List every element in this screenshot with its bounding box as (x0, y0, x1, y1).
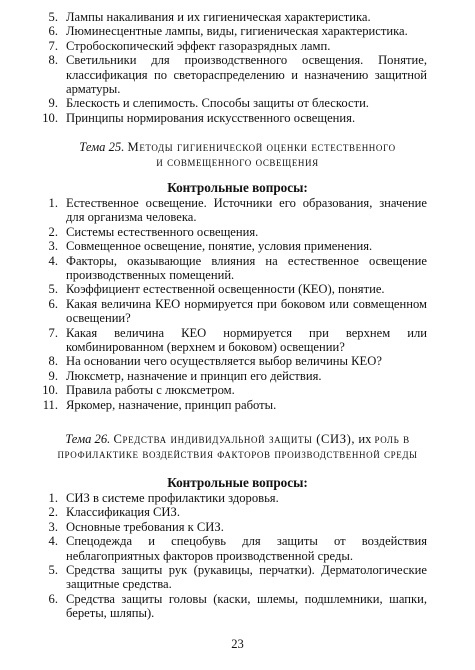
list-item: 5. Средства защиты рук (рукавицы, перчатки). Дерматологические защитные средства. (48, 563, 427, 592)
questions-list-topic-25 (0, 196, 475, 412)
list-item: 7. Какая величина КЕО нормируется при верхнем или комбинированном (верхнем и боковом) освещении? (48, 325, 427, 355)
list-item: 3. Совмещенное освещение, понятие, условия применения. (48, 239, 373, 254)
topic-26-title-line1b: их (358, 432, 372, 446)
list-item: 8. На основании чего осуществляется выбор величины КЕО? (48, 354, 382, 369)
topic-26-label: Тема 26. (65, 432, 111, 446)
topic-25-label: Тема 25. (79, 140, 125, 154)
list-item: 3. Основные требования к СИЗ. (48, 519, 224, 534)
list-item: 2. Системы естественного освещения. (48, 224, 259, 239)
list-item: 1. СИЗ в системе профилактики здоровья. (48, 491, 279, 505)
questions-list-topic-24-continued (0, 10, 475, 125)
topic-25-title-line1: Методы гигиенической оценки естественного (127, 140, 396, 154)
topic-25-title-line2: и совмещенного освещения (156, 155, 319, 169)
list-item: 6. Средства защиты головы (каски, шлемы, подшлемники, шапки, береты, шляпы). (48, 591, 427, 621)
list-item: 6. Какая величина КЕО нормируется при боковом или совмещенном освещении? (48, 296, 427, 326)
list-item: 11. Яркомер, назначение, принцип работы. (42, 397, 277, 412)
list-item: 7. Стробоскопический эффект газоразрядных ламп. (48, 38, 331, 53)
list-item: 9. Люксметр, назначение и принцип его действия. (48, 368, 322, 383)
page-number: 23 (231, 637, 244, 651)
topic-26-title (0, 432, 475, 462)
topic-25-title (0, 140, 475, 170)
list-item: 2. Классификация СИЗ. (48, 505, 180, 520)
list-item: 5. Коэффициент естественной освещенности (КЕО), понятие. (48, 282, 385, 297)
list-item: 5. Лампы накаливания и их гигиеническая характеристика. (48, 10, 371, 24)
list-item: 4. Спецодежда и спецобувь для защиты от воздействия неблагоприятных факторов производственной среды. (48, 534, 427, 563)
section-heading-topic-26: Контрольные вопросы: (167, 475, 308, 490)
topic-26-title-line1c: роль в (374, 432, 410, 446)
list-item: 4. Факторы, оказывающие влияния на естественное освещение производственных помещений. (48, 253, 427, 283)
section-heading-topic-25: Контрольные вопросы: (167, 180, 308, 195)
list-item: 8. Светильники для производственного освещения. Понятие, классификация по светораспределению и назначению защитной арматуры. (48, 53, 427, 97)
list-item: 10. Правила работы с люксметром. (42, 383, 235, 398)
list-item: 1. Естественное освещение. Источники его образования, значение для организма человека. (48, 196, 427, 225)
list-item: 10. Принципы нормирования искусственного освещения. (42, 110, 356, 125)
list-item: 6. Люминесцентные лампы, виды, гигиеническая характеристика. (48, 24, 408, 39)
topic-26-title-line2: профилактике воздействия факторов производственной среды (57, 447, 418, 461)
topic-26-title-line1a: Средства индивидуальной защиты (СИЗ), (113, 432, 356, 446)
questions-list-topic-26 (0, 491, 475, 621)
list-item: 9. Блескость и слепимость. Способы защиты от блескости. (48, 96, 369, 111)
